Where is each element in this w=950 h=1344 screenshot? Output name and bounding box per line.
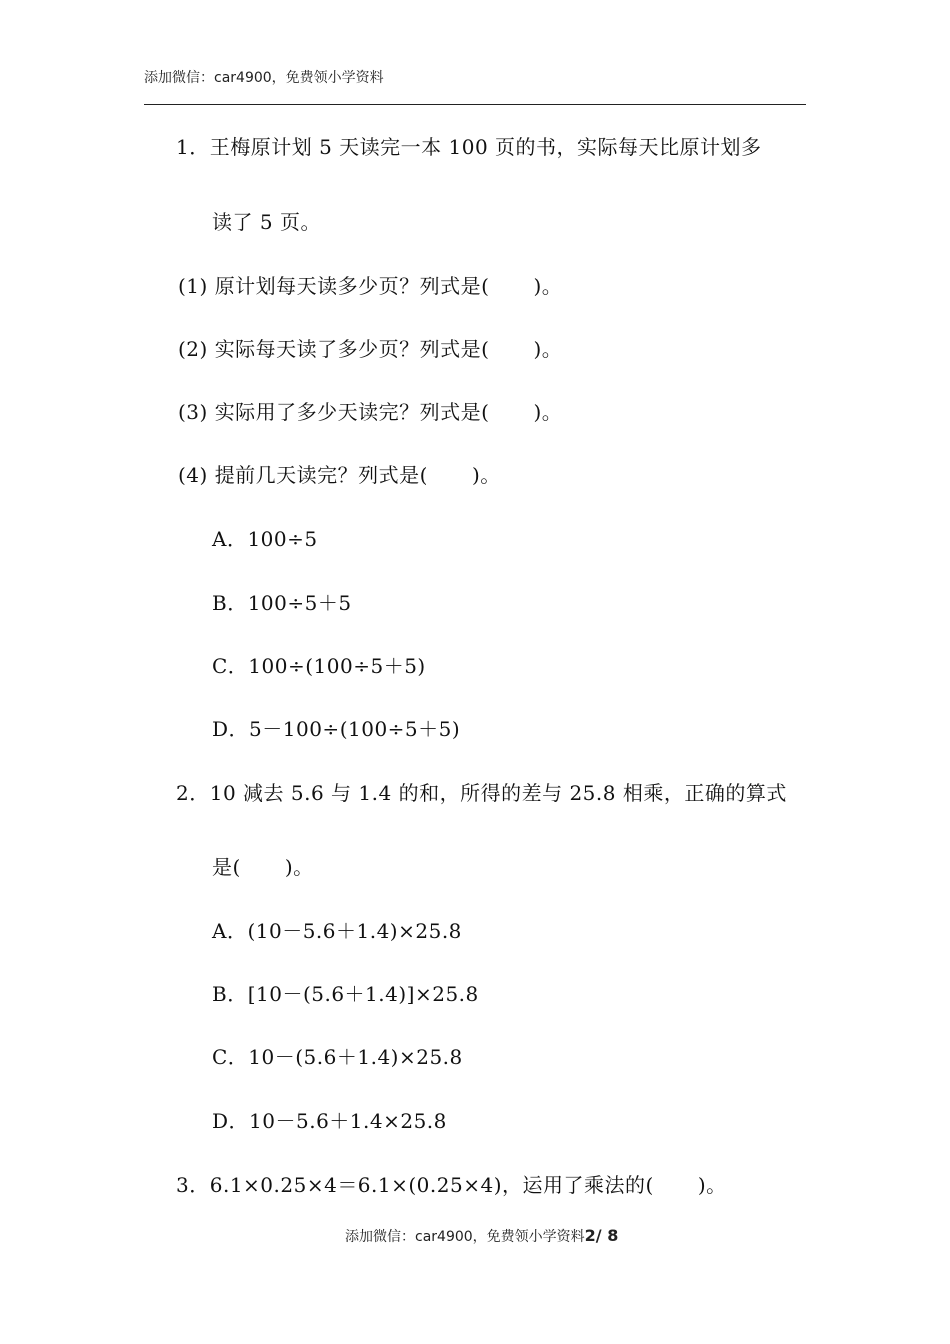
sub-question-close: )。 (533, 274, 563, 298)
question-2-number: 2． (176, 781, 210, 805)
question-2-option-b: B．[10－(5.6＋1.4)]×25.8 (212, 982, 479, 1006)
sub-question-close: )。 (472, 463, 501, 487)
sub-question-text: (1) 原计划每天读多少页？列式是( (178, 274, 490, 298)
question-1-option-a: A．100÷5 (212, 527, 318, 551)
question-2-line-1 (176, 779, 787, 807)
page-number: 2/ 8 (584, 1226, 619, 1245)
question-2-line-2 (212, 853, 314, 881)
question-1-sub-2 (178, 335, 562, 363)
question-2-close: )。 (284, 855, 314, 879)
sub-question-text: (4) 提前几天读完？列式是( (178, 463, 428, 487)
question-2-option-d: D．10－5.6＋1.4×25.8 (212, 1109, 447, 1133)
sub-question-text: (3) 实际用了多少天读完？列式是( (178, 400, 490, 424)
sub-question-text: (2) 实际每天读了多少页？列式是( (178, 337, 490, 361)
question-2-stem-line-1: 10 减去 5.6 与 1.4 的和，所得的差与 25.8 相乘，正确的算式 (209, 781, 787, 805)
question-1-sub-4 (178, 461, 501, 489)
header-divider (144, 104, 806, 105)
question-3-line-1 (176, 1171, 727, 1199)
question-2-option-a: A．(10－5.6＋1.4)×25.8 (212, 919, 462, 943)
question-1-option-b: B．100÷5＋5 (212, 591, 352, 615)
question-3-stem: 6.1×0.25×4＝6.1×(0.25×4)，运用了乘法的( (209, 1173, 654, 1197)
question-1-stem-line-1: 王梅原计划 5 天读完一本 100 页的书，实际每天比原计划多 (209, 135, 762, 159)
footer-text: 添加微信：car4900，免费领小学资料 (345, 1229, 585, 1245)
sub-question-close: )。 (533, 400, 563, 424)
question-3-close: )。 (697, 1173, 727, 1197)
question-1-sub-3 (178, 398, 562, 426)
sub-question-close: )。 (533, 337, 563, 361)
question-2-stem-line-2: 是( (212, 855, 241, 879)
question-1-line-1 (176, 133, 762, 161)
question-1-stem-line-2: 读了 5 页。 (212, 210, 321, 234)
page-footer (345, 1226, 618, 1246)
question-2-option-c: C．10－(5.6＋1.4)×25.8 (212, 1045, 463, 1069)
question-1-option-d: D．5－100÷(100÷5＋5) (212, 717, 461, 741)
question-3-number: 3． (176, 1173, 210, 1197)
question-1-sub-1 (178, 272, 562, 300)
page-header: 添加微信：car4900，免费领小学资料 (144, 70, 384, 86)
question-1-option-c: C．100÷(100÷5＋5) (212, 654, 426, 678)
question-1-number: 1． (176, 135, 210, 159)
